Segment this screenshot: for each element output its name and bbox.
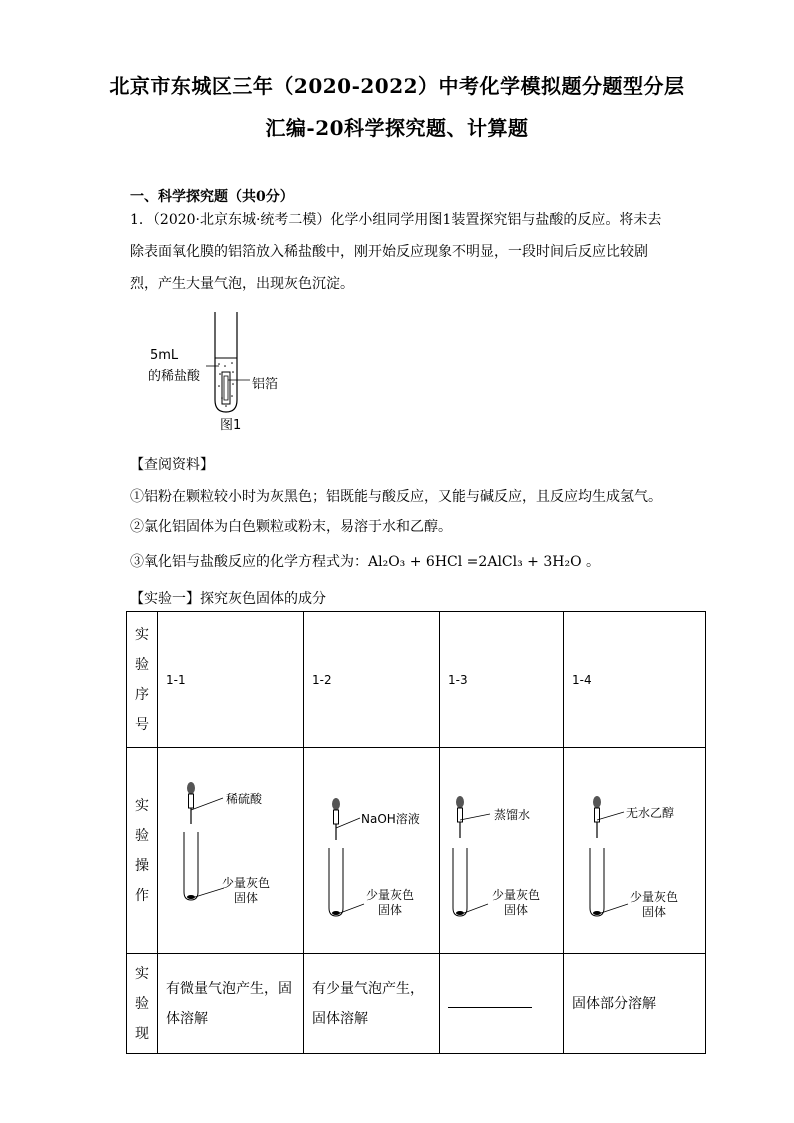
equation-alcl3: 2AlCl₃: [478, 554, 523, 570]
document-title-line2: 汇编-20科学探究题、计算题: [265, 116, 529, 140]
experiment-1-heading: 【实验一】探究灰色固体的成分: [130, 591, 326, 607]
row-header-seq: 实 验 序 号: [127, 612, 158, 748]
answer-blank[interactable]: [448, 993, 532, 1008]
reference-item-2: ②氯化铝固体为白色颗粒或粉末，易溶于水和乙醇。: [130, 519, 452, 535]
section-heading: 一、科学探究题（共0分）: [130, 189, 294, 205]
table-row: [127, 748, 706, 954]
operation-cell: [440, 748, 564, 954]
row-header-obs: 实 验 现: [127, 954, 158, 1054]
reagent-label: 无水乙醇: [626, 806, 675, 820]
acid-label-volume: 5mL: [150, 348, 179, 363]
reagent-label: 稀硫酸: [226, 792, 263, 806]
solid-label: 少量灰色 固体: [222, 876, 271, 905]
figure-1: [140, 308, 300, 438]
table-row: [127, 954, 706, 1054]
experiment-table: [126, 611, 706, 1054]
dropper-tube-diagram: [564, 748, 697, 953]
acid-label-name: 的稀盐酸: [148, 369, 201, 384]
operation-cell: [564, 748, 706, 954]
experiment-id: 1-4: [564, 612, 706, 748]
reagent-label: NaOH溶液: [361, 812, 420, 826]
experiment-id: 1-2: [304, 612, 440, 748]
document-title-line1: 北京市东城区三年（2020-2022）中考化学模拟题分题型分层: [109, 74, 685, 98]
row-header-op: 实 验 操 作: [127, 748, 158, 954]
equation-h2o: 3H₂O: [543, 554, 582, 570]
foil-label: 铝箔: [252, 377, 279, 392]
equation-plus-hcl: + 6HCl =: [405, 554, 479, 570]
reference-item-3: [130, 551, 600, 571]
reference-heading: 【查阅资料】: [130, 457, 214, 473]
question-intro: 1．（2020·北京东城·统考二模）化学小组同学用图1装置探究铝与盐酸的反应。将未去除表面氧化膜的铝箔放入稀盐酸中，刚开始反应现象不明显，一段时间后反应比较剧烈，产生大量气泡，出现灰色沉淀。: [130, 212, 662, 292]
reference-item-3-text: ③氧化铝与盐酸反应的化学方程式为：: [130, 554, 368, 570]
dropper-tube-diagram: [440, 748, 555, 953]
experiment-id: 1-1: [158, 612, 304, 748]
observation-cell: 有微量气泡产生，固体溶解: [158, 954, 304, 1054]
observation-cell: 固体部分溶解: [564, 954, 706, 1054]
observation-cell: 有少量气泡产生，固体溶解: [304, 954, 440, 1054]
figure-caption: 图1: [220, 418, 242, 433]
reference-item-1: ①铝粉在颗粒较小时为灰黑色；铝既能与酸反应，又能与碱反应，且反应均生成氢气。: [130, 489, 662, 505]
operation-cell: [304, 748, 440, 954]
solid-label: 少量灰色 固体: [492, 888, 541, 917]
equation-plus: +: [522, 554, 544, 570]
observation-blank-cell: [440, 954, 564, 1054]
table-row: [127, 612, 706, 748]
solid-label: 少量灰色 固体: [630, 890, 679, 919]
reagent-label: 蒸馏水: [494, 808, 531, 822]
equation-al2o3: Al₂O₃: [368, 554, 406, 570]
operation-cell: [158, 748, 304, 954]
equation-end: 。: [581, 554, 601, 570]
solid-label: 少量灰色 固体: [366, 888, 415, 917]
dropper-tube-diagram: [304, 748, 431, 953]
dropper-tube-diagram: [158, 748, 295, 953]
experiment-id: 1-3: [440, 612, 564, 748]
